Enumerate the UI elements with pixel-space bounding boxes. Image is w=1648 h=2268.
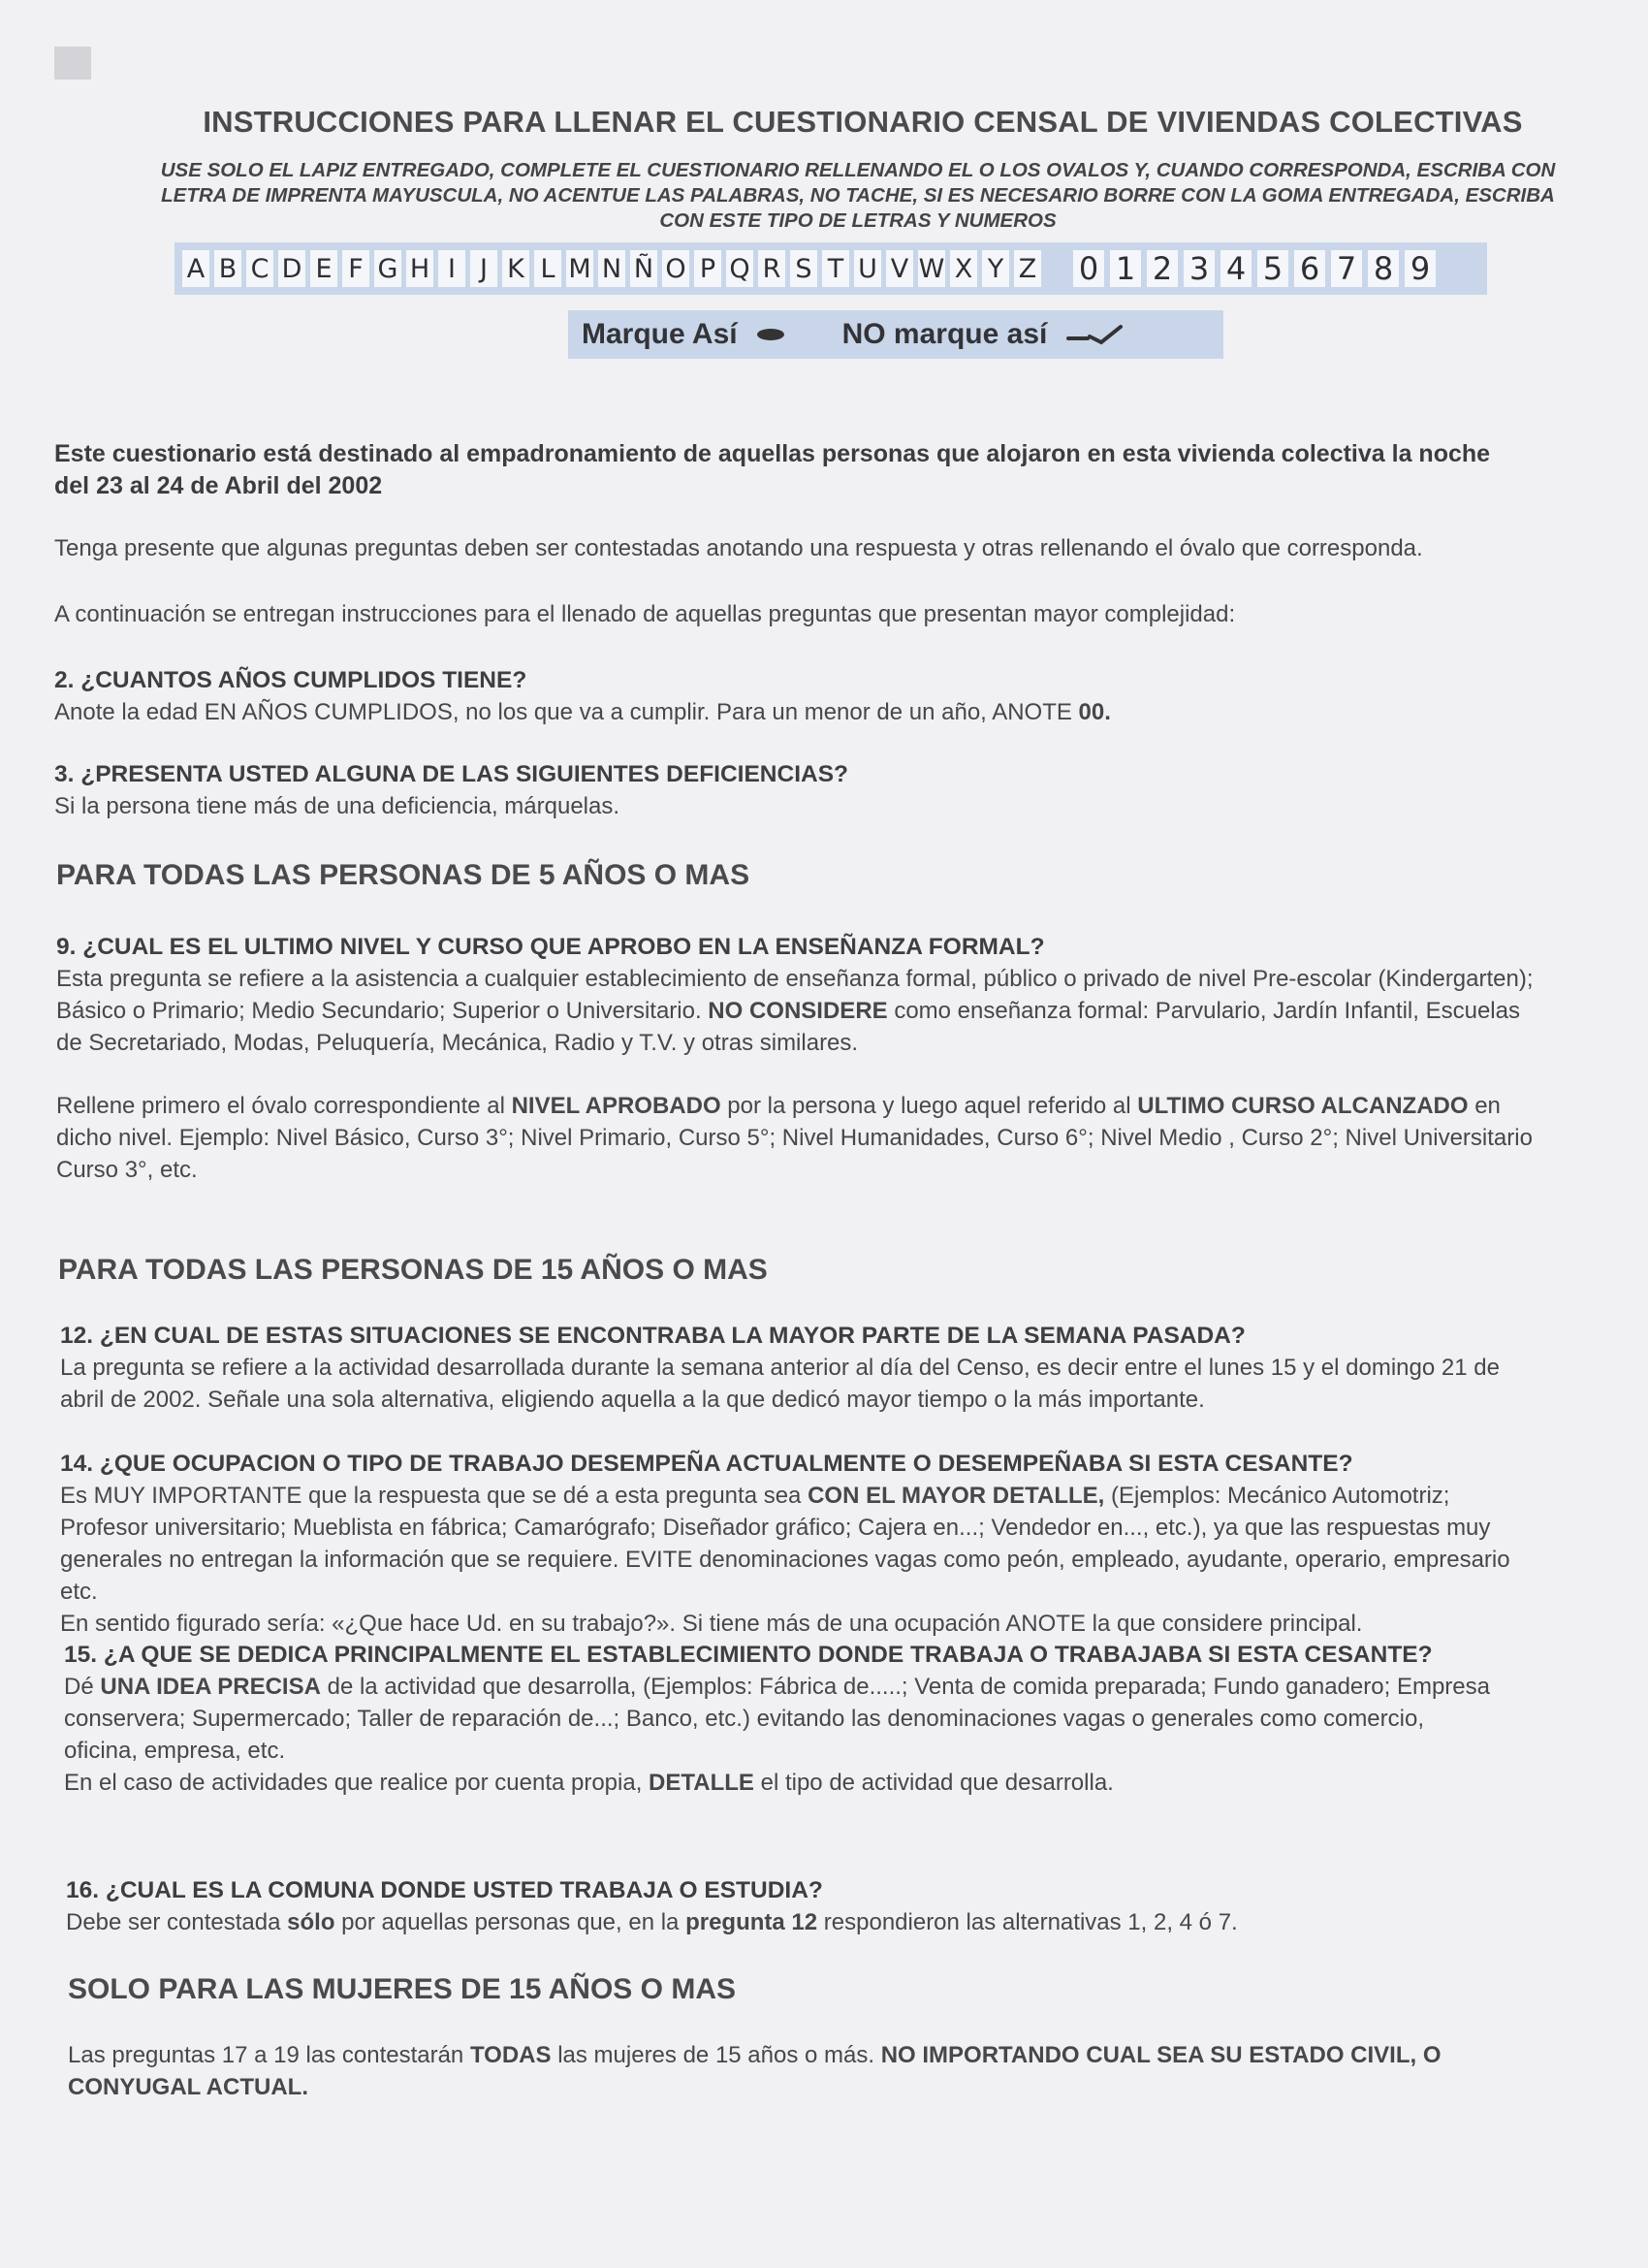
letter-cell: S <box>790 250 817 287</box>
scan-corner-mark <box>54 47 91 80</box>
women-instructions <box>68 2039 1442 2103</box>
section-heading-women: SOLO PARA LAS MUJERES DE 15 AÑOS O MAS <box>68 1973 736 2005</box>
question-12-heading: 12. ¿EN CUAL DE ESTAS SITUACIONES SE ENCONTRABA LA MAYOR PARTE DE LA SEMANA PASADA? <box>60 1323 1246 1349</box>
question-14-line: Profesor universitario; Mueblista en fábrica; Camarógrafo; Diseñador gráfico; Cajera en...; Vendedor en..., etc.), ya que las respuestas muy <box>60 1515 1491 1541</box>
letter-cell: T <box>822 250 849 287</box>
q15-text: Dé <box>64 1674 101 1700</box>
q14-bold: CON EL MAYOR DETALLE, <box>808 1483 1105 1509</box>
question-2-text <box>54 696 1111 728</box>
q16-bold: pregunta 12 <box>685 1909 818 1935</box>
question-16 <box>66 1874 1238 1938</box>
writing-instructions-line: CON ESTE TIPO DE LETRAS Y NUMEROS <box>659 209 1057 232</box>
women-bold: TODAS <box>469 2042 552 2068</box>
q9-fill-line <box>56 1090 1533 1122</box>
q14-text: Es MUY IMPORTANTE que la respuesta que se dé a esta pregunta sea <box>60 1483 808 1509</box>
letter-cell: U <box>854 250 881 287</box>
letter-cell: E <box>310 250 337 287</box>
question-15-line <box>64 1671 1490 1703</box>
q15-text: En el caso de actividades que realice por cuenta propia, <box>64 1770 650 1796</box>
q14-text: (Ejemplos: Mecánico Automotriz; <box>1104 1483 1450 1509</box>
digit-cell: 0 <box>1073 250 1104 287</box>
section-heading-15-years: PARA TODAS LAS PERSONAS DE 15 AÑOS O MAS <box>58 1254 768 1286</box>
letter-cell: Q <box>726 250 753 287</box>
letter-cell: M <box>566 250 593 287</box>
letter-cell: R <box>758 250 785 287</box>
digit-cell: 8 <box>1368 250 1399 287</box>
women-line <box>68 2071 1442 2103</box>
marking-example <box>568 310 1223 359</box>
letter-cell: L <box>534 250 561 287</box>
letter-cell: C <box>246 250 273 287</box>
question-9-fill-instructions <box>56 1090 1533 1186</box>
letter-cell: B <box>214 250 241 287</box>
letter-cell: K <box>502 250 529 287</box>
intro-line-2: A continuación se entregan instrucciones para el llenado de aquellas preguntas que presentan mayor complejidad: <box>54 601 1236 627</box>
q9-bold: NIVEL APROBADO <box>511 1093 721 1119</box>
digit-cell: 5 <box>1257 250 1288 287</box>
q15-text: de la actividad que desarrolla, (Ejemplos: Fábrica de.....; Venta de comida preparada; Fundo ganadero; Empresa <box>320 1674 1490 1700</box>
question-9-line: Esta pregunta se refiere a la asistencia a cualquier establecimiento de enseñanza formal, público o privado de nivel Pre-escolar (Kindergarten); <box>56 966 1534 992</box>
question-15-line: conservera; Supermercado; Taller de reparación de...; Banco, etc.) evitando las denominaciones vagas o generales como comercio, <box>64 1706 1424 1732</box>
letter-cell: H <box>406 250 433 287</box>
q15-bold: DETALLE <box>649 1770 754 1796</box>
sample-characters-strip <box>174 242 1487 295</box>
intro-line-1: Tenga presente que algunas preguntas deben ser contestadas anotando una respuesta y otras rellenando el óvalo que corresponda. <box>54 535 1423 561</box>
q16-text: Debe ser contestada <box>66 1909 288 1935</box>
q15-text: el tipo de actividad que desarrolla. <box>753 1770 1114 1796</box>
question-15-line <box>64 1767 1490 1799</box>
digit-cell: 1 <box>1110 250 1141 287</box>
question-14-line <box>60 1480 1510 1512</box>
letter-cell: I <box>438 250 465 287</box>
letter-cell: W <box>918 250 945 287</box>
question-15-heading: 15. ¿A QUE SE DEDICA PRINCIPALMENTE EL ESTABLECIMIENTO DONDE TRABAJA O TRABAJABA SI ESTA CESANTE? <box>64 1642 1433 1668</box>
q9-fill-line: dicho nivel. Ejemplo: Nivel Básico, Curso 3°; Nivel Primario, Curso 5°; Nivel Humanidades, Curso 6°; Nivel Medio , Curso 2°; Nivel Universitario <box>56 1125 1533 1151</box>
incorrect-mark-label: NO marque así <box>841 318 1048 350</box>
question-14 <box>60 1448 1510 1640</box>
q16-bold: sólo <box>287 1909 335 1935</box>
question-14-line: En sentido figurado sería: «¿Que hace Ud. en su trabajo?». Si tiene más de una ocupación ANOTE la que considere principal. <box>60 1611 1363 1637</box>
digit-cell: 4 <box>1220 250 1252 287</box>
q16-text: respondieron las alternativas 1, 2, 4 ó 7. <box>817 1909 1238 1935</box>
q16-text: por aquellas personas que, en la <box>334 1909 686 1935</box>
question-2-text-bold: 00. <box>1078 699 1111 725</box>
letter-cell: O <box>662 250 689 287</box>
letter-cell: X <box>950 250 977 287</box>
letter-cell: A <box>182 250 209 287</box>
q9-text: en <box>1468 1093 1501 1119</box>
question-12-line: La pregunta se refiere a la actividad desarrollada durante la semana anterior al día del Censo, es decir entre el lunes 15 y el domingo 21 de <box>60 1355 1500 1381</box>
digit-cell: 3 <box>1184 250 1215 287</box>
writing-instructions-line: USE SOLO EL LAPIZ ENTREGADO, COMPLETE EL CUESTIONARIO RELLENANDO EL O LOS OVALOS Y, CUANDO CORRESPONDA, ESCRIBA CON <box>160 159 1556 181</box>
question-9-line <box>56 995 1534 1027</box>
letter-cell: Y <box>982 250 1009 287</box>
women-line <box>68 2039 1442 2071</box>
question-3-text: Si la persona tiene más de una deficiencia, márquelas. <box>54 793 620 819</box>
q15-bold: UNA IDEA PRECISA <box>100 1674 321 1700</box>
question-9-heading: 9. ¿CUAL ES EL ULTIMO NIVEL Y CURSO QUE APROBO EN LA ENSEÑANZA FORMAL? <box>56 934 1045 960</box>
digit-cell: 9 <box>1405 250 1436 287</box>
question-9 <box>56 931 1534 1059</box>
page-title: INSTRUCCIONES PARA LLENAR EL CUESTIONARIO CENSAL DE VIVIENDAS COLECTIVAS <box>203 105 1523 139</box>
women-bold: NO IMPORTANDO CUAL SEA SU ESTADO CIVIL, O <box>880 2042 1442 2068</box>
question-2-text-main: Anote la edad EN AÑOS CUMPLIDOS, no los que va a cumplir. Para un menor de un año, ANOTE <box>54 699 1079 725</box>
question-12 <box>60 1320 1500 1416</box>
q9-text: Rellene primero el óvalo correspondiente al <box>56 1093 512 1119</box>
women-text: Las preguntas 17 a 19 las contestarán <box>68 2042 470 2068</box>
digit-cell: 6 <box>1294 250 1325 287</box>
question-9-line: de Secretariado, Modas, Peluquería, Mecánica, Radio y T.V. y otras similares. <box>56 1030 859 1056</box>
question-15-line: oficina, empresa, etc. <box>64 1738 286 1764</box>
women-text: las mujeres de 15 años o más. <box>551 2042 881 2068</box>
letter-cell: N <box>598 250 625 287</box>
q9-text: como enseñanza formal: Parvulario, Jardín Infantil, Escuelas <box>887 998 1520 1024</box>
intro-bold <box>54 438 1490 502</box>
question-16-line <box>66 1906 1238 1938</box>
sample-digits <box>1073 250 1442 287</box>
question-15 <box>64 1639 1490 1799</box>
letter-cell: Ñ <box>630 250 657 287</box>
question-3-heading: 3. ¿PRESENTA USTED ALGUNA DE LAS SIGUIENTES DEFICIENCIAS? <box>54 761 849 787</box>
correct-mark-label: Marque Así <box>582 318 738 350</box>
question-3 <box>54 758 848 822</box>
checkmark-icon <box>1066 323 1123 346</box>
question-14-line: generales no entregan la información que se requiere. EVITE denominaciones vagas como peón, empleado, ayudante, operario, empresario <box>60 1547 1510 1573</box>
letter-cell: F <box>342 250 369 287</box>
letter-cell: Z <box>1014 250 1041 287</box>
letter-cell: V <box>886 250 913 287</box>
digit-cell: 2 <box>1147 250 1178 287</box>
section-heading-5-years: PARA TODAS LAS PERSONAS DE 5 AÑOS O MAS <box>56 859 750 891</box>
q9-text: Básico o Primario; Medio Secundario; Superior o Universitario. <box>56 998 709 1024</box>
filled-oval-icon <box>757 329 784 340</box>
q9-bold: ULTIMO CURSO ALCANZADO <box>1137 1093 1469 1119</box>
q9-fill-line: Curso 3°, etc. <box>56 1157 198 1183</box>
letter-cell: P <box>694 250 721 287</box>
writing-instructions-line: LETRA DE IMPRENTA MAYUSCULA, NO ACENTUE LAS PALABRAS, NO TACHE, SI ES NECESARIO BORRE CON LA GOMA ENTREGADA, ESCRIBA <box>161 184 1555 207</box>
letter-cell: D <box>278 250 305 287</box>
letter-cell: J <box>470 250 497 287</box>
sample-letters <box>182 250 1046 287</box>
question-12-line: abril de 2002. Señale una sola alternativa, eligiendo aquella a la que dedicó mayor tiempo o la más importante. <box>60 1387 1205 1413</box>
q9-text: por la persona y luego aquel referido al <box>720 1093 1138 1119</box>
question-2 <box>54 664 1111 728</box>
question-2-heading: 2. ¿CUANTOS AÑOS CUMPLIDOS TIENE? <box>54 667 527 693</box>
intro-bold-line: del 23 al 24 de Abril del 2002 <box>54 472 383 499</box>
letter-cell: G <box>374 250 401 287</box>
question-16-heading: 16. ¿CUAL ES LA COMUNA DONDE USTED TRABAJA O ESTUDIA? <box>66 1877 823 1903</box>
question-14-line: etc. <box>60 1579 98 1605</box>
intro-bold-line: Este cuestionario está destinado al empadronamiento de aquellas personas que alojaron en esta vivienda colectiva la noche <box>54 440 1491 467</box>
digit-cell: 7 <box>1331 250 1362 287</box>
women-bold: CONYUGAL ACTUAL. <box>68 2074 308 2100</box>
q9-bold: NO CONSIDERE <box>708 998 888 1024</box>
writing-instructions <box>68 158 1648 234</box>
question-14-heading: 14. ¿QUE OCUPACION O TIPO DE TRABAJO DESEMPEÑA ACTUALMENTE O DESEMPEÑABA SI ESTA CESANTE? <box>60 1451 1353 1477</box>
